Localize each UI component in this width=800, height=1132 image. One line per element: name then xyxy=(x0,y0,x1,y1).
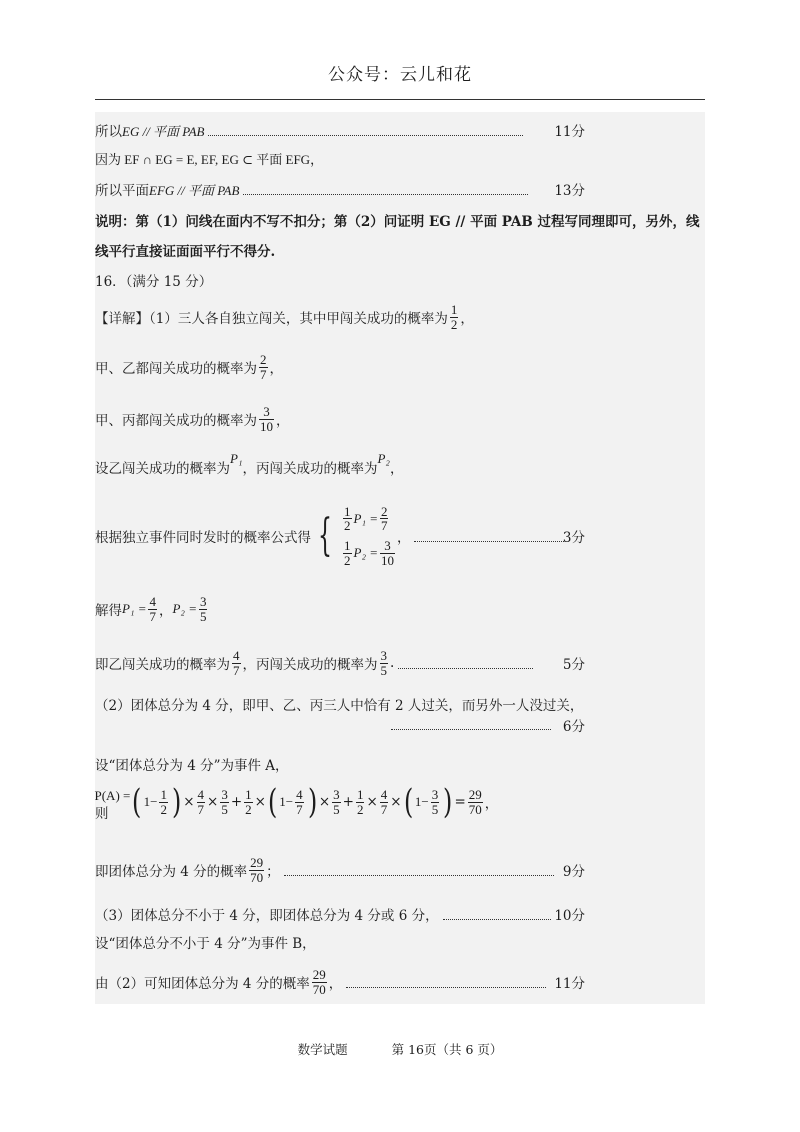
dot-leader xyxy=(443,919,551,920)
detail-line-2: 甲、乙都闯关成功的概率为 $\frac{2}{7}$ ， xyxy=(95,351,283,382)
equation-system-line: 根据独立事件同时发时的概率公式得 { $\frac{1}{2}$ P₁ = $\frac{2}{7}$ $\frac{1}{2}$ P₂ = $\frac{3}{10}$ ， 3分 xyxy=(95,503,585,568)
footer-page-number: 第 16页（共 6 页） xyxy=(391,1042,503,1057)
note-line-1: 说明：第（1）问线在面内不写不扣分；第（2）问证明 EG // 平面 PAB 过程写同理即可，另外，线 xyxy=(95,214,700,230)
detail-line-4: 设乙闯关成功的概率为 P₁ ，丙闯关成功的概率为 P₂ ， xyxy=(95,451,404,477)
fraction: $\frac{1}{2}$ xyxy=(450,301,458,332)
event-a-line: 设“团体总分为 4 分”为事件 A， xyxy=(95,758,289,774)
left-brace: { xyxy=(318,510,332,561)
four-point-probability-line: 即团体总分为 4 分的概率 $\frac{29}{70}$ ； 9分 xyxy=(95,854,585,885)
event-b-line: 设“团体总分不小于 4 分”为事件 B， xyxy=(95,936,316,952)
dot-leader xyxy=(208,135,523,136)
solution-line: 解得 P₁ = $\frac{4}{7}$ ， P₂ = $\frac{3}{5}$ xyxy=(95,593,207,624)
dot-leader xyxy=(391,729,551,730)
dot-leader xyxy=(243,194,528,195)
score-mark: 10分 xyxy=(554,908,585,924)
footer-subject: 数学试题 xyxy=(297,1042,348,1057)
score-mark: 13分 xyxy=(554,183,585,199)
dot-leader xyxy=(284,875,554,876)
question-16-title: 16．（满分 15 分） xyxy=(95,274,213,290)
note-line-2: 线平行直接证面面平行不得分. xyxy=(95,244,276,260)
header-divider xyxy=(95,99,705,100)
conclusion-line: 由（2）可知团体总分为 4 分的概率 $\frac{29}{70}$ ， 11分 xyxy=(95,966,585,997)
fraction: $\frac{3}{5}$ xyxy=(380,647,387,678)
fraction: $\frac{2}{7}$ xyxy=(260,351,267,382)
part-3-line: （3）团体总分不小于 4 分，即团体总分为 4 分或 6 分， 10分 xyxy=(95,904,705,924)
score-mark: 6分 xyxy=(562,718,585,735)
page-footer xyxy=(0,1040,800,1058)
equation-system: $\frac{1}{2}$ P₁ = $\frac{2}{7}$ $\frac{1}{2}$ P₂ = $\frac{3}{10}$ xyxy=(344,503,394,568)
score-mark: 11分 xyxy=(554,124,585,140)
score-mark: 5分 xyxy=(562,657,585,673)
score-mark: 11分 xyxy=(554,976,585,992)
part-2-line: （2）团体总分为 4 分，即甲、乙、丙三人中恰有 2 人过关，而另外一人没过关， xyxy=(95,698,584,714)
fraction: $\frac{29}{70}$ xyxy=(312,966,326,997)
dot-leader xyxy=(398,668,533,669)
fraction: $\frac{29}{70}$ xyxy=(250,854,264,885)
line-intersection: 因为 EF ∩ EG = E, EF, EG ⊂ 平面 EFG， xyxy=(95,152,324,167)
detail-line-1: 【详解】（1）三人各自独立闯关，其中甲闯关成功的概率为 $\frac{1}{2}$ ， xyxy=(95,301,474,332)
probability-result-line: 即乙闯关成功的概率为 $\frac{4}{7}$ ，丙闯关成功的概率为 $\frac{3}{5}$ . 5分 xyxy=(95,647,585,678)
dot-leader xyxy=(346,987,546,988)
part-2-score-line xyxy=(95,718,705,735)
dot-leader xyxy=(414,541,564,542)
fraction: $\frac{4}{7}$ xyxy=(149,593,156,624)
fraction: $\frac{3}{10}$ xyxy=(260,403,273,434)
line-plane-parallel: 所以平面 EFG // 平面 PAB 13分 xyxy=(95,179,705,199)
score-mark: 9分 xyxy=(562,864,585,880)
probability-formula-line: 则 P(A) = ( 1 − $\frac{1}{2}$ ) × $\frac{4}{7}$ × $\frac{3}{5}$ + $\frac{1}{2}$ × ( 1− $\frac{4}{7}$ ) × $\frac{3}{5}$ + $\frac{1}{2}$ × $\frac{4}{7}$ × ( 1− $\frac{3}{5}$ ) = $\frac{29}{70}$ ， xyxy=(94,782,499,822)
answer-content xyxy=(95,112,705,1004)
line-eg-parallel: 所以 EG // 平面 PAB 11分 xyxy=(95,120,705,140)
fraction: $\frac{3}{5}$ xyxy=(199,593,207,624)
score-mark: 3分 xyxy=(562,530,585,546)
page-header-title: 公众号：云儿和花 xyxy=(328,65,472,85)
detail-line-3: 甲、丙都闯关成功的概率为 $\frac{3}{10}$ ， xyxy=(95,403,290,434)
fraction: $\frac{4}{7}$ xyxy=(233,647,240,678)
